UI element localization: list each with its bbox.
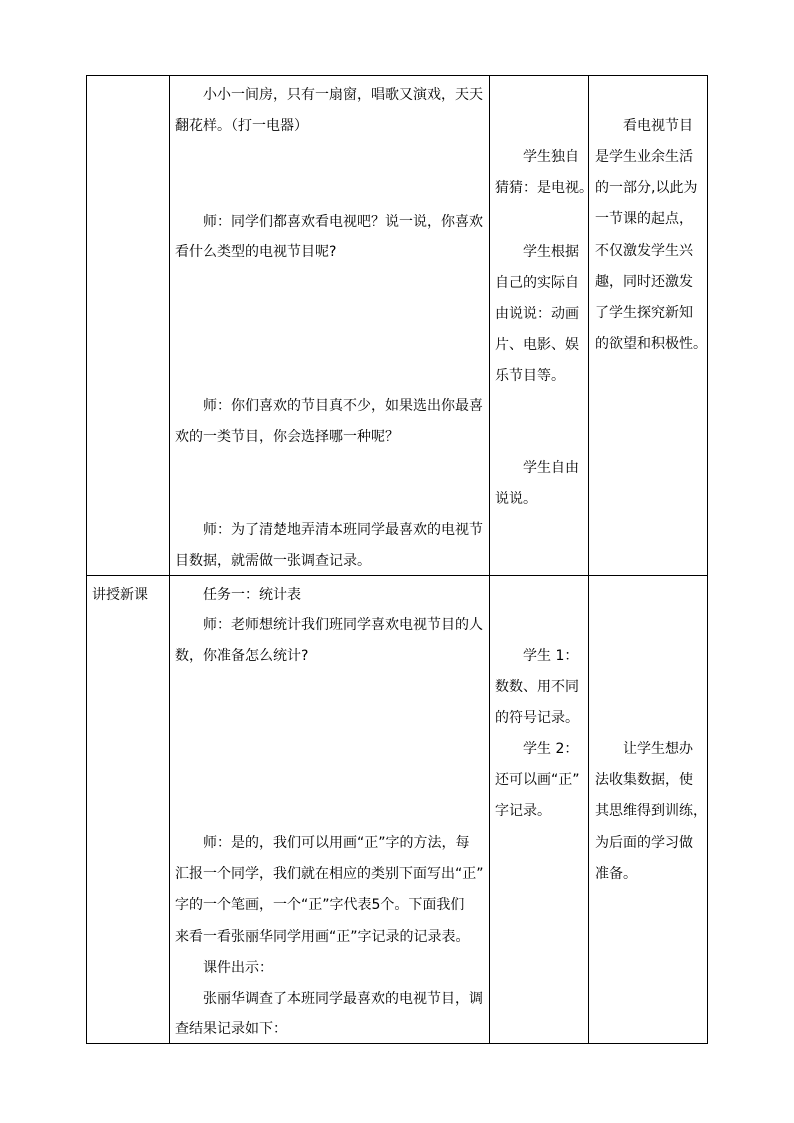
teacher-line: 汇报一个同学，我们就在相应的类别下面写出“正”	[175, 866, 484, 882]
teacher-line: 小小一间房，只有一扇窗，唱歌又演戏，天天	[203, 87, 483, 103]
teacher-line: 目数据，就需做一张调查记录。	[175, 553, 371, 569]
student-line: 学生自由	[523, 460, 579, 476]
table-left-border	[86, 75, 87, 1044]
table-col-divider-1	[169, 75, 170, 1044]
teacher-line: 张丽华调查了本班同学最喜欢的电视节目，调	[203, 991, 483, 1007]
student-line: 还可以画“正”	[495, 772, 580, 788]
student-line: 学生 2：	[523, 741, 579, 757]
intent-line: 准备。	[595, 866, 637, 882]
table-col-divider-2	[489, 75, 490, 1044]
teacher-line: 师：你们喜欢的节目真不少，如果选出你最喜	[203, 398, 483, 414]
student-line: 自己的实际自	[495, 275, 579, 291]
table-col-divider-3	[588, 75, 589, 1044]
teacher-line: 翻花样。（打一电器）	[175, 118, 308, 134]
teacher-line: 课件出示：	[203, 960, 273, 976]
student-line: 字记录。	[495, 803, 551, 819]
intent-line: 让学生想办	[623, 741, 693, 757]
student-line: 说说。	[495, 491, 537, 507]
intent-line: 一节课的起点，	[595, 211, 693, 227]
teacher-line: 看什么类型的电视节目呢?	[175, 244, 337, 260]
row2-stage-label: 讲授新课	[92, 587, 148, 603]
student-line: 的符号记录。	[495, 710, 579, 726]
intent-line: 不仅激发学生兴	[595, 243, 693, 259]
intent-line: 了学生探究新知	[595, 305, 693, 321]
intent-line: 是学生业余生活	[595, 149, 693, 165]
student-line: 学生根据	[523, 244, 579, 260]
student-line: 学生 1：	[523, 648, 579, 664]
student-line: 猜猜：是电视。	[495, 180, 593, 196]
teacher-line: 师：为了清楚地弄清本班同学最喜欢的电视节	[203, 522, 483, 538]
teacher-line: 来看一看张丽华同学用画“正”字记录的记录表。	[175, 929, 470, 945]
intent-line: 为后面的学习做	[595, 835, 693, 851]
teacher-line: 师：老师想统计我们班同学喜欢电视节目的人	[203, 617, 483, 633]
teacher-line: 师：同学们都喜欢看电视吧？说一说，你喜欢	[203, 214, 483, 230]
intent-line: 的一部分,以此为	[595, 180, 698, 196]
table-right-border	[707, 75, 708, 1044]
student-line: 片、电影、娱	[495, 337, 579, 353]
table-row-divider	[86, 575, 708, 576]
student-line: 数数、用不同	[495, 679, 579, 695]
teacher-line: 师：是的，我们可以用画“正”字的方法，每	[203, 835, 470, 851]
teacher-line: 数，你准备怎么统计?	[175, 648, 309, 664]
student-line: 由说说：动画	[495, 306, 579, 322]
intent-line: 的欲望和积极性。	[595, 336, 707, 352]
teacher-line: 欢的一类节目，你会选择哪一种呢？	[175, 429, 399, 445]
student-line: 学生独自	[523, 149, 579, 165]
table-top-border	[86, 75, 708, 76]
intent-line: 趣，同时还激发	[595, 274, 693, 290]
intent-line: 法收集数据，使	[595, 772, 693, 788]
intent-line: 其思维得到训练，	[595, 803, 707, 819]
intent-line: 看电视节目	[623, 118, 693, 134]
teacher-line: 字的一个笔画，一个“正”字代表5个。下面我们	[175, 897, 465, 913]
teacher-line: 任务一：统计表	[203, 587, 301, 603]
student-line: 乐节目等。	[495, 368, 565, 384]
table-bottom-border	[86, 1043, 708, 1044]
teacher-line: 查结果记录如下：	[175, 1021, 287, 1037]
